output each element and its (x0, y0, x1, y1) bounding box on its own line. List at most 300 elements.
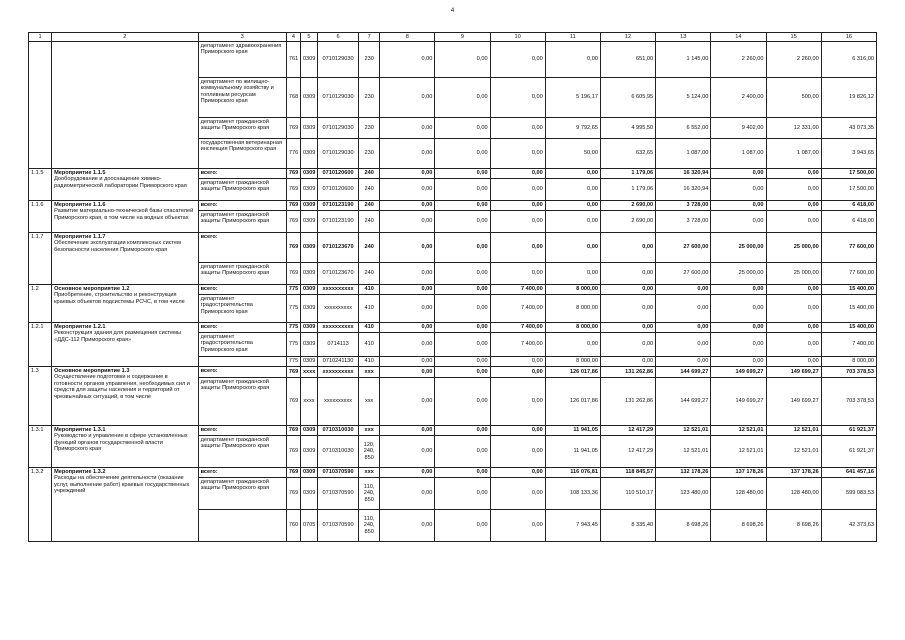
value-cell: 0309 (300, 263, 317, 285)
value-cell: 61 921,37 (821, 436, 876, 468)
value-cell: 769 (286, 179, 300, 201)
value-cell: 0,00 (600, 323, 655, 333)
value-cell: 0,00 (766, 285, 821, 295)
value-cell: 760 (286, 510, 300, 542)
value-cell: 0,00 (380, 169, 435, 179)
value-cell: 0,00 (600, 295, 655, 323)
value-cell: 0,00 (380, 426, 435, 436)
value-cell: 0710123670 (317, 263, 358, 285)
value-cell: 0,00 (490, 211, 545, 233)
value-cell: 77 600,00 (821, 233, 876, 263)
executor-cell (198, 357, 286, 367)
value-cell: 16 320,94 (656, 169, 711, 179)
executor-cell: всего: (198, 201, 286, 211)
value-cell: 0,00 (545, 263, 600, 285)
value-cell: 0,00 (435, 367, 490, 378)
value-cell: 137 178,26 (766, 468, 821, 478)
value-cell: 50,00 (545, 139, 600, 169)
executor-cell: всего: (198, 233, 286, 263)
item-title: Мероприятие 1.1.5 (54, 170, 106, 176)
executor-cell: департамент гражданской защиты Приморского края (198, 118, 286, 139)
value-cell: 410 (359, 357, 380, 367)
item-number: 1.1.6 (29, 201, 52, 233)
value-cell: 25 000,00 (711, 233, 766, 263)
item-title: Мероприятие 1.1.6 (54, 202, 106, 208)
item-number (29, 42, 52, 169)
value-cell: 0710370590 (317, 510, 358, 542)
executor-cell: департамент по жилищно-коммунальному хозяйству и топливным ресурсам Приморского края (198, 78, 286, 118)
value-cell: 0,00 (600, 357, 655, 367)
value-cell: 0309 (300, 179, 317, 201)
value-cell: 0,00 (435, 426, 490, 436)
item-title: Мероприятие 1.3.2 (54, 469, 106, 475)
value-cell: 0,00 (435, 436, 490, 468)
value-cell: 0710129030 (317, 42, 358, 78)
value-cell: 131 262,86 (600, 367, 655, 378)
value-cell: xxxxxxxxxx (317, 378, 358, 426)
value-cell: 0,00 (766, 357, 821, 367)
executor-cell: департамент градостроительства Приморского края (198, 333, 286, 357)
value-cell: 0,00 (545, 333, 600, 357)
value-cell: 0,00 (380, 333, 435, 357)
value-cell: 0710129030 (317, 78, 358, 118)
value-cell: 0,00 (435, 285, 490, 295)
value-cell: 0309 (300, 139, 317, 169)
value-cell: 230 (359, 78, 380, 118)
column-header: 10 (490, 33, 545, 42)
executor-cell: департамент гражданской защиты Приморского края (198, 436, 286, 468)
value-cell: 0,00 (380, 478, 435, 510)
value-cell: 8 698,26 (711, 510, 766, 542)
value-cell: 5 124,00 (656, 78, 711, 118)
value-cell: 0,00 (656, 333, 711, 357)
value-cell: 768 (286, 78, 300, 118)
value-cell: 0,00 (435, 201, 490, 211)
value-cell: 0309 (300, 436, 317, 468)
value-cell: 16 320,94 (656, 179, 711, 201)
value-cell: 0309 (300, 323, 317, 333)
value-cell: 12 521,01 (766, 436, 821, 468)
value-cell: 19 826,12 (821, 78, 876, 118)
value-cell: 7 400,00 (490, 333, 545, 357)
value-cell: 769 (286, 426, 300, 436)
value-cell: 240 (359, 233, 380, 263)
column-header: 7 (359, 33, 380, 42)
value-cell: 703 378,53 (821, 378, 876, 426)
value-cell: 0,00 (490, 78, 545, 118)
value-cell: 12 417,29 (600, 436, 655, 468)
value-cell: 0,00 (766, 211, 821, 233)
value-cell: 2 260,00 (766, 42, 821, 78)
item-number: 1.1.7 (29, 233, 52, 285)
value-cell: xxxxxxxxxx (317, 285, 358, 295)
value-cell: 240 (359, 201, 380, 211)
value-cell: 17 500,00 (821, 169, 876, 179)
value-cell: 118 845,57 (600, 468, 655, 478)
value-cell: 0,00 (490, 118, 545, 139)
value-cell: 6 605,95 (600, 78, 655, 118)
value-cell: 5 196,17 (545, 78, 600, 118)
value-cell: 769 (286, 263, 300, 285)
value-cell: 0309 (300, 211, 317, 233)
value-cell: 0,00 (490, 169, 545, 179)
value-cell: 11 941,05 (545, 436, 600, 468)
value-cell: 410 (359, 323, 380, 333)
table-row (29, 468, 877, 478)
value-cell: xxxx (300, 367, 317, 378)
value-cell: 775 (286, 333, 300, 357)
column-header: 11 (545, 33, 600, 42)
executor-cell: всего: (198, 468, 286, 478)
value-cell: 0710129030 (317, 118, 358, 139)
value-cell: 0,00 (380, 42, 435, 78)
value-cell: 1 087,00 (711, 139, 766, 169)
item-description: Развитие материально-технической базы спасателей Приморского края, в том числе на водных объектах (54, 208, 194, 221)
executor-cell: всего: (198, 323, 286, 333)
value-cell: 0710123670 (317, 233, 358, 263)
executor-cell: всего: (198, 285, 286, 295)
value-cell: 775 (286, 357, 300, 367)
value-cell: 0,00 (656, 295, 711, 323)
value-cell: 126 017,86 (545, 378, 600, 426)
value-cell: 12 417,29 (600, 426, 655, 436)
value-cell: 8 000,00 (545, 295, 600, 323)
value-cell: 769 (286, 478, 300, 510)
value-cell: 0,00 (656, 285, 711, 295)
value-cell: 240 (359, 263, 380, 285)
value-cell: xxx (359, 378, 380, 426)
executor-cell: департамент гражданской защиты Приморского края (198, 478, 286, 510)
value-cell: 599 083,53 (821, 478, 876, 510)
value-cell: 240 (359, 169, 380, 179)
value-cell: 230 (359, 139, 380, 169)
executor-cell: департамент здравоохранения Приморского края (198, 42, 286, 78)
value-cell: 0,00 (545, 211, 600, 233)
value-cell: xxx (359, 426, 380, 436)
item-number: 1.3 (29, 367, 52, 426)
value-cell: 7 400,00 (490, 295, 545, 323)
value-cell: 0,00 (435, 510, 490, 542)
value-cell: 1 087,00 (766, 139, 821, 169)
value-cell: 0309 (300, 357, 317, 367)
value-cell: 27 600,00 (656, 233, 711, 263)
value-cell: 0,00 (490, 378, 545, 426)
item-name (52, 426, 199, 468)
value-cell: 0,00 (380, 118, 435, 139)
executor-cell: всего: (198, 426, 286, 436)
value-cell: 137 178,26 (711, 468, 766, 478)
value-cell: 0710241130 (317, 357, 358, 367)
value-cell: 27 600,00 (656, 263, 711, 285)
item-description: Расходы на обеспечение деятельности (оказание услуг, выполнение работ) краевых государственных учреждений (54, 475, 190, 495)
value-cell: xxxx (300, 378, 317, 426)
value-cell: 0,00 (490, 367, 545, 378)
value-cell: 0,00 (490, 263, 545, 285)
value-cell: 0,00 (490, 233, 545, 263)
value-cell: 641 457,16 (821, 468, 876, 478)
table-row (29, 426, 877, 436)
value-cell: 0309 (300, 295, 317, 323)
column-header: 14 (711, 33, 766, 42)
page-number: 4 (450, 8, 455, 14)
column-header: 16 (821, 33, 876, 42)
value-cell: 0,00 (545, 179, 600, 201)
value-cell: 12 521,01 (656, 436, 711, 468)
value-cell: 0,00 (711, 179, 766, 201)
column-header: 8 (380, 33, 435, 42)
value-cell: 6 418,00 (821, 211, 876, 233)
value-cell: 0,00 (766, 323, 821, 333)
value-cell: 0710123190 (317, 211, 358, 233)
value-cell: 0,00 (435, 169, 490, 179)
column-header: 4 (286, 33, 300, 42)
value-cell: 149 699,27 (711, 378, 766, 426)
value-cell: 0,00 (380, 468, 435, 478)
value-cell: 8 698,26 (766, 510, 821, 542)
value-cell: 0309 (300, 233, 317, 263)
executor-cell: департамент градостроительства Приморского края (198, 295, 286, 323)
value-cell: 0,00 (711, 211, 766, 233)
value-cell: 0,00 (766, 295, 821, 323)
table-row (29, 169, 877, 179)
value-cell: 0,00 (711, 169, 766, 179)
value-cell: 0,00 (545, 233, 600, 263)
value-cell: 0,00 (490, 179, 545, 201)
value-cell: 3 943,65 (821, 139, 876, 169)
item-description: Дооборудование и дооснащение химико-радиометрической лаборатории Приморского края (54, 176, 187, 189)
value-cell: 0710370590 (317, 468, 358, 478)
value-cell: 0,00 (490, 436, 545, 468)
value-cell: 410 (359, 285, 380, 295)
table-row (29, 42, 877, 78)
value-cell: 0710120600 (317, 179, 358, 201)
value-cell: 0,00 (435, 323, 490, 333)
value-cell: 149 699,27 (766, 378, 821, 426)
value-cell: 15 400,00 (821, 285, 876, 295)
column-header: 5 (300, 33, 317, 42)
value-cell: 108 133,36 (545, 478, 600, 510)
value-cell: 25 000,00 (766, 233, 821, 263)
item-description: Приобретение, строительство и реконструкция краевых объектов подсистемы РСЧС, в том числе (54, 292, 185, 305)
value-cell: 0,00 (435, 78, 490, 118)
value-cell: 240 (359, 211, 380, 233)
value-cell: 240 (359, 179, 380, 201)
value-cell: 0,00 (435, 357, 490, 367)
value-cell: 0,00 (435, 118, 490, 139)
value-cell: 0309 (300, 468, 317, 478)
value-cell: 1 179,06 (600, 179, 655, 201)
item-name (52, 285, 199, 323)
value-cell: 0,00 (600, 263, 655, 285)
value-cell: 4 995,50 (600, 118, 655, 139)
value-cell: 6 316,00 (821, 42, 876, 78)
value-cell: 0,00 (380, 378, 435, 426)
value-cell: 0,00 (490, 468, 545, 478)
value-cell: xxxxxxxxxx (317, 367, 358, 378)
value-cell: 12 521,01 (711, 426, 766, 436)
value-cell: 7 943,45 (545, 510, 600, 542)
item-name (52, 233, 199, 285)
value-cell: 43 073,35 (821, 118, 876, 139)
value-cell: 8 000,00 (545, 285, 600, 295)
value-cell: 0,00 (711, 201, 766, 211)
executor-cell: департамент гражданской защиты Приморского края (198, 211, 286, 233)
executor-cell: государственная ветеринарная инспекция Приморского края (198, 139, 286, 169)
value-cell: 0,00 (766, 201, 821, 211)
value-cell: xxx (359, 367, 380, 378)
value-cell: 0,00 (656, 323, 711, 333)
value-cell: 116 076,81 (545, 468, 600, 478)
executor-cell: департамент гражданской защиты Приморского края (198, 263, 286, 285)
value-cell: 0,00 (380, 78, 435, 118)
value-cell: 0710123190 (317, 201, 358, 211)
item-number: 1.2 (29, 285, 52, 323)
value-cell: 769 (286, 367, 300, 378)
item-name (52, 323, 199, 367)
value-cell: 15 400,00 (821, 295, 876, 323)
value-cell: 0,00 (600, 333, 655, 357)
table-row (29, 285, 877, 295)
value-cell: 769 (286, 211, 300, 233)
value-cell: 0309 (300, 426, 317, 436)
value-cell: 7 400,00 (490, 285, 545, 295)
column-header: 3 (198, 33, 286, 42)
value-cell: 632,65 (600, 139, 655, 169)
value-cell: 131 262,86 (600, 378, 655, 426)
value-cell: 0,00 (380, 201, 435, 211)
value-cell: 123 480,00 (656, 478, 711, 510)
value-cell: 651,00 (600, 42, 655, 78)
value-cell: 0,00 (766, 169, 821, 179)
value-cell: 0,00 (380, 510, 435, 542)
column-header: 13 (656, 33, 711, 42)
value-cell: 0,00 (490, 139, 545, 169)
value-cell: 149 699,27 (711, 367, 766, 378)
value-cell: xxxxxxxxxx (317, 323, 358, 333)
value-cell: xxx (359, 468, 380, 478)
table-row (29, 201, 877, 211)
value-cell: 0,00 (545, 169, 600, 179)
value-cell: 3 728,00 (656, 211, 711, 233)
value-cell: 0,00 (490, 478, 545, 510)
value-cell: 0,00 (380, 436, 435, 468)
value-cell: 0,00 (435, 478, 490, 510)
value-cell: 0,00 (435, 139, 490, 169)
value-cell: 0,00 (711, 333, 766, 357)
value-cell: 0,00 (545, 201, 600, 211)
table-row (29, 367, 877, 378)
header-row (29, 33, 877, 42)
value-cell: 769 (286, 118, 300, 139)
column-header: 9 (435, 33, 490, 42)
value-cell: 0309 (300, 118, 317, 139)
value-cell: 2 690,00 (600, 211, 655, 233)
value-cell: 0710310030 (317, 436, 358, 468)
value-cell: 769 (286, 201, 300, 211)
value-cell: 0,00 (490, 42, 545, 78)
item-description: Руководство и управление в сфере установленных функций органов государственной власти Приморского края (54, 433, 188, 453)
value-cell: 0,00 (435, 333, 490, 357)
value-cell: 703 378,53 (821, 367, 876, 378)
item-name (52, 367, 199, 426)
value-cell: 230 (359, 118, 380, 139)
value-cell: 769 (286, 378, 300, 426)
value-cell: 8 335,40 (600, 510, 655, 542)
value-cell: 0,00 (711, 285, 766, 295)
table-body (29, 42, 877, 542)
value-cell: 0,00 (380, 263, 435, 285)
value-cell: 0,00 (435, 378, 490, 426)
value-cell: 0710310030 (317, 426, 358, 436)
value-cell: 12 331,00 (766, 118, 821, 139)
value-cell: 0,00 (380, 179, 435, 201)
value-cell: 128 480,00 (711, 478, 766, 510)
value-cell: 1 179,06 (600, 169, 655, 179)
value-cell: 0,00 (380, 295, 435, 323)
value-cell: 132 178,26 (656, 468, 711, 478)
value-cell: 0309 (300, 42, 317, 78)
value-cell: 0,00 (380, 357, 435, 367)
value-cell: 17 500,00 (821, 179, 876, 201)
value-cell: 0710129030 (317, 139, 358, 169)
value-cell: 77 600,00 (821, 263, 876, 285)
value-cell: xxxxxxxxxx (317, 295, 358, 323)
value-cell: 769 (286, 233, 300, 263)
column-header: 12 (600, 33, 655, 42)
value-cell: 2 690,00 (600, 201, 655, 211)
value-cell: 775 (286, 323, 300, 333)
value-cell: 6 418,00 (821, 201, 876, 211)
value-cell: 0710120600 (317, 169, 358, 179)
value-cell: 12 521,01 (711, 436, 766, 468)
value-cell: 0,00 (435, 179, 490, 201)
value-cell: 775 (286, 295, 300, 323)
item-title: Мероприятие 1.1.7 (54, 234, 106, 240)
item-title: Основное мероприятие 1.3 (54, 368, 130, 374)
value-cell: 0,00 (435, 233, 490, 263)
value-cell: 410 (359, 333, 380, 357)
value-cell: 2 260,00 (711, 42, 766, 78)
value-cell: 0,00 (380, 211, 435, 233)
value-cell: 9 792,65 (545, 118, 600, 139)
value-cell: 0,00 (490, 357, 545, 367)
value-cell: 8 000,00 (545, 323, 600, 333)
value-cell: 11 941,05 (545, 426, 600, 436)
value-cell: 761 (286, 42, 300, 78)
value-cell: 144 699,27 (656, 378, 711, 426)
value-cell: 149 699,27 (766, 367, 821, 378)
value-cell: 0,00 (656, 357, 711, 367)
value-cell: 0705 (300, 510, 317, 542)
value-cell: 0,00 (380, 233, 435, 263)
item-name (52, 468, 199, 542)
item-number: 1.3.2 (29, 468, 52, 542)
value-cell: 0,00 (380, 367, 435, 378)
value-cell: 7 400,00 (490, 323, 545, 333)
executor-cell: департамент гражданской защиты Приморского края (198, 378, 286, 426)
value-cell: 0714113 (317, 333, 358, 357)
item-number: 1.1.5 (29, 169, 52, 201)
value-cell: 25 000,00 (766, 263, 821, 285)
value-cell: 0,00 (380, 285, 435, 295)
executor-cell (198, 510, 286, 542)
value-cell: 0,00 (711, 357, 766, 367)
value-cell: 12 521,01 (656, 426, 711, 436)
value-cell: 3 728,00 (656, 201, 711, 211)
budget-table (28, 32, 877, 542)
value-cell: 0,00 (766, 333, 821, 357)
value-cell: 0,00 (490, 510, 545, 542)
